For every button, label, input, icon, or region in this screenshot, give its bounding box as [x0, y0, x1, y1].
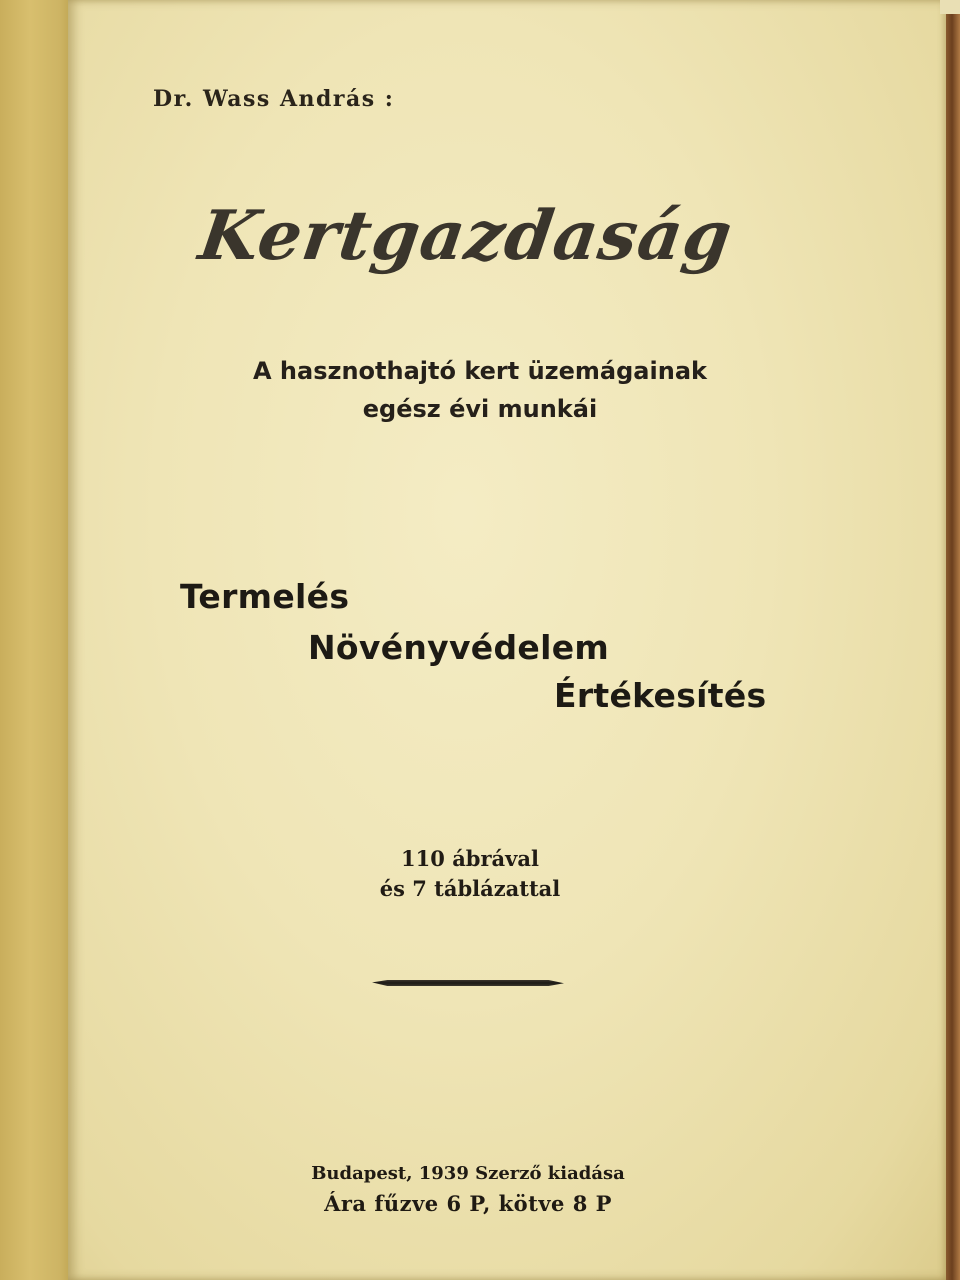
topic-production: Termelés — [180, 577, 350, 616]
book-subtitle — [0, 352, 960, 428]
topic-plant-protection: Növényvédelem — [308, 628, 610, 667]
decorative-rule — [372, 980, 564, 986]
page-corner — [940, 0, 960, 14]
subtitle-line-2: egész évi munkái — [362, 395, 598, 423]
author-name: Dr. Wass András : — [153, 86, 395, 112]
show-through-text — [695, 785, 905, 995]
imprint-publisher: Budapest, 1939 Szerző kiadása — [311, 1163, 625, 1184]
imprint — [0, 1160, 936, 1220]
illustrations-line-1: 110 ábrával — [401, 846, 539, 871]
book-cover-edge — [946, 0, 960, 1280]
imprint-price: Ára fűzve 6 P, kötve 8 P — [324, 1191, 612, 1216]
topic-marketing: Értékesítés — [554, 676, 767, 715]
subtitle-line-1: A hasznothajtó kert üzemágainak — [253, 357, 707, 385]
book-title: Kertgazdaság — [194, 196, 738, 276]
illustrations-line-2: és 7 táblázattal — [379, 876, 561, 901]
